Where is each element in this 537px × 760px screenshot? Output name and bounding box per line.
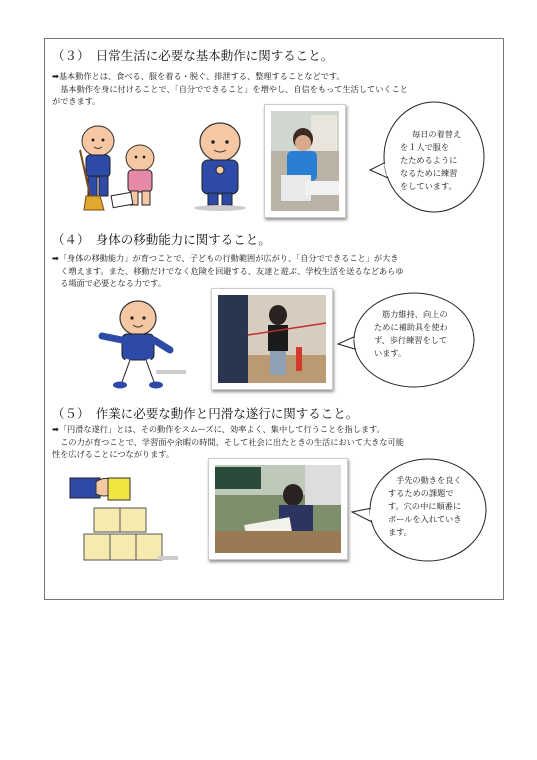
bubble-line: ず、歩行練習をして — [374, 335, 448, 345]
text-line: ➡「身体の移動能力」が育つことで、子どもの行動範囲が広がり、「自分でできること」が大き — [52, 253, 399, 263]
section-3-heading: （３） 日常生活に必要な基本動作に関すること。 — [52, 48, 334, 63]
children-cleaning-illustration — [68, 120, 168, 215]
bubble-text — [374, 308, 470, 360]
section-5-heading: （５） 作業に必要な動作と円滑な遂行に関すること。 — [52, 406, 359, 421]
text-line: 性を広げることにつながります。 — [52, 449, 174, 459]
bubble-line: たためるように — [400, 155, 458, 165]
text-line: る場面で必要となる力です。 — [52, 278, 166, 288]
bubble-line: います。 — [374, 348, 407, 358]
section-5-text — [52, 423, 498, 461]
photo-image — [215, 465, 341, 553]
section-4-text — [52, 252, 498, 290]
bubble-line: ます。 — [388, 527, 412, 537]
text-line: 基本動作を身に付けることで、「自分でできること」を増やし、自信をもって生活していくこと — [52, 83, 408, 94]
bubble-line: を１人で服を — [400, 142, 450, 152]
photo-image — [271, 111, 339, 211]
bubble-line: ボールを入れていき — [388, 514, 462, 524]
text-line: く増えます。また、移動だけでなく危険を回避する、友達と遊ぶ、学校生活を送るなどあらゆ — [52, 265, 404, 276]
speech-bubble-section-5 — [350, 456, 488, 564]
child-walking-illustration — [96, 296, 186, 394]
walking-practice-photo — [211, 288, 333, 390]
bubble-line: す。穴の中に順番に — [388, 501, 462, 511]
ball-task-photo — [208, 458, 348, 560]
bubble-line: 手先の動きを良く — [396, 475, 462, 485]
bubble-line: ために補助具を使わ — [374, 322, 448, 332]
speech-bubble-section-4 — [336, 290, 476, 390]
bubble-line: 毎日の着替え — [412, 129, 462, 139]
stacking-blocks-illustration — [68, 472, 178, 568]
photo-scene — [218, 295, 326, 383]
bubble-line: するための課題で — [388, 488, 454, 498]
text-line: ができます。 — [52, 96, 101, 106]
photo-scene — [215, 465, 341, 553]
bubble-line: なるために練習 — [400, 168, 458, 178]
speech-bubble-section-3 — [368, 100, 486, 214]
text-line: ➡「円滑な遂行」とは、その動作をスムーズに、効率よく、集中して行うことを指します。 — [52, 424, 385, 434]
bubble-line: 筋力維持、向上の — [382, 309, 448, 319]
section-4-heading: （４） 身体の移動能力に関すること。 — [52, 232, 271, 247]
photo-image — [218, 295, 326, 383]
text-line: ➡基本動作とは、食べる、服を着る・脱ぐ、排泄する、整理することなどです。 — [52, 71, 345, 81]
folding-clothes-photo — [264, 104, 346, 218]
photo-scene — [271, 111, 339, 211]
child-buttoning-illustration — [180, 118, 260, 213]
bubble-text — [400, 128, 480, 193]
bubble-text — [388, 474, 484, 539]
text-line: この力が育つことで、学習面や余暇の時間、そして社会に出たときの生活において大きな可能 — [52, 436, 404, 447]
bubble-line: をしています。 — [400, 181, 457, 191]
